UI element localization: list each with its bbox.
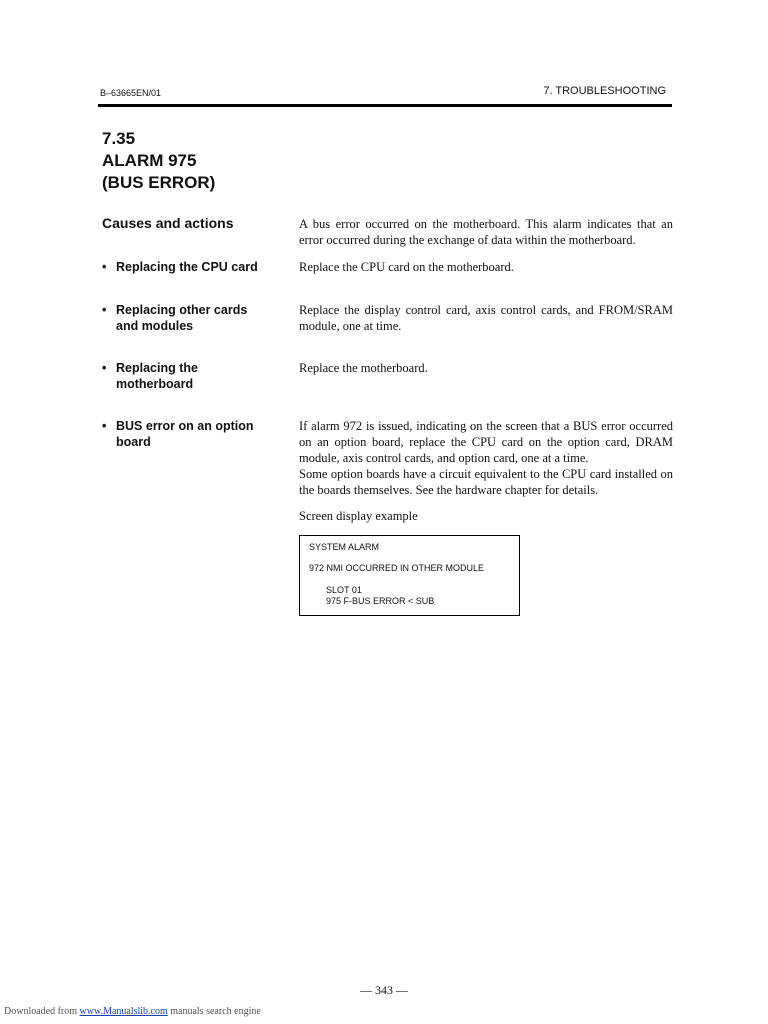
section-subtitle: (BUS ERROR) (102, 173, 216, 192)
bullet-label: Replacing the (116, 361, 198, 375)
bullet-dot: • (102, 419, 107, 433)
item-text: Replace the motherboard. (299, 361, 428, 375)
page-number: — 343 — (360, 983, 408, 997)
manualslib-link[interactable]: www.Manualslib.com (79, 1006, 168, 1017)
screen-caption: Screen display example (299, 509, 418, 523)
header-rule (98, 104, 672, 107)
screen-line: SYSTEM ALARM (309, 542, 380, 552)
section-title: ALARM 975 (102, 151, 197, 170)
footer-suffix: manuals search engine (167, 1006, 261, 1017)
chapter-title: 7. TROUBLESHOOTING (543, 85, 666, 97)
bullet-label: BUS error on an option (116, 419, 254, 433)
bullet-label: board (116, 435, 151, 449)
bullet-dot: • (102, 361, 107, 375)
item-text: Replace the display control card, axis control cards, and FROM/SRAM module, one at time. (299, 303, 673, 333)
causes-heading: Causes and actions (102, 215, 234, 231)
screen-display-box (299, 535, 520, 616)
section-number: 7.35 (102, 129, 136, 148)
screen-line: 972 NMI OCCURRED IN OTHER MODULE (309, 563, 485, 573)
item-text (299, 418, 673, 498)
screen-line: 975 F-BUS ERROR < SUB (326, 596, 435, 606)
bullet-label: and modules (116, 319, 194, 333)
bullet-label: Replacing other cards (116, 303, 248, 317)
bullet-dot: • (102, 260, 107, 274)
section-heading (102, 128, 215, 194)
footer-prefix: Downloaded from (4, 1006, 80, 1017)
bullet-label: motherboard (116, 377, 194, 391)
bullet-dot: • (102, 303, 107, 317)
bullet-label: Replacing the CPU card (116, 260, 258, 274)
item-text: Replace the CPU card on the motherboard. (299, 260, 514, 274)
item-paragraph: Some option boards have a circuit equivalent to the CPU card installed on the boards themselves. See the hardware chapter for details. (299, 467, 673, 497)
item-paragraph: If alarm 972 is issued, indicating on the screen that a BUS error occurred on an option board, replace the CPU card on the option card, DRAM module, axis control cards, and option card, one at a time. (299, 419, 673, 465)
doc-code: B–63665EN/01 (100, 88, 162, 98)
footer (4, 1006, 261, 1017)
causes-intro: A bus error occurred on the motherboard. This alarm indicates that an error occurred during the exchange of data within the motherboard. (299, 217, 673, 247)
screen-line: SLOT 01 (326, 585, 362, 595)
